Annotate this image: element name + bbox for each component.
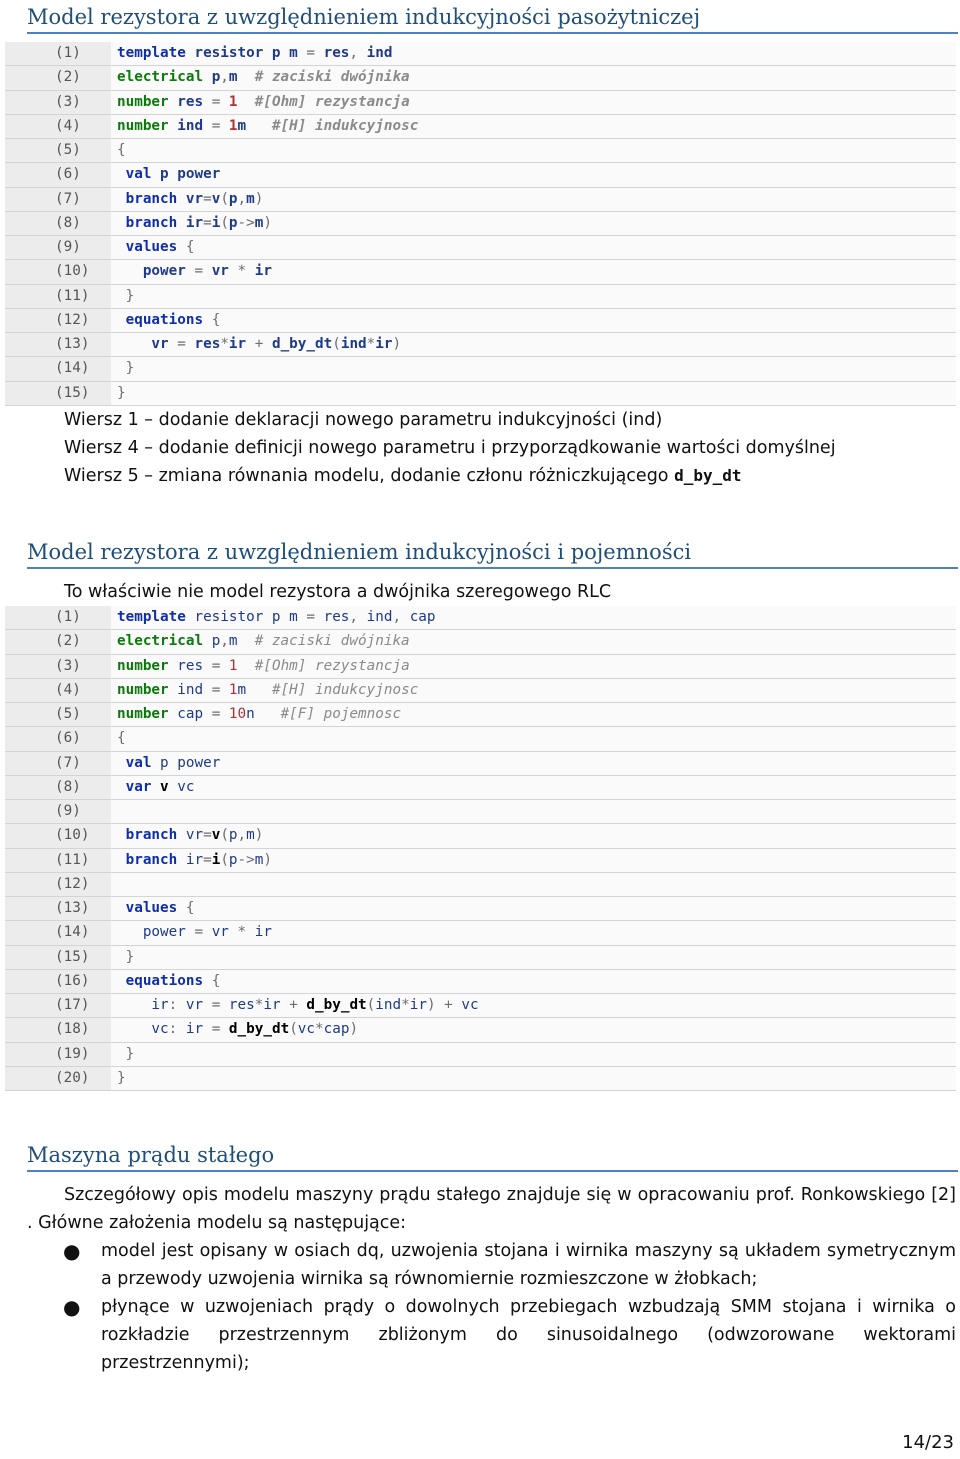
code-text: { bbox=[117, 730, 126, 747]
code-text: } bbox=[125, 1045, 135, 1062]
code-text: equations { bbox=[125, 972, 221, 989]
code-text: number res = 1 #[Ohm] rezystancja bbox=[117, 657, 410, 674]
code-text: template resistor p m = res, ind bbox=[117, 45, 393, 61]
code-line bbox=[5, 873, 956, 897]
code-line bbox=[5, 727, 956, 751]
code-text: val p power bbox=[125, 754, 221, 771]
line-number: (17) bbox=[5, 994, 111, 1017]
code-text: vc: ir = d_by_dt(vc*cap) bbox=[117, 1021, 359, 1038]
code-line bbox=[5, 236, 956, 260]
line-number: (20) bbox=[5, 1067, 111, 1090]
line-number: (10) bbox=[5, 824, 111, 847]
line-number: (19) bbox=[5, 1043, 111, 1066]
line-number: (14) bbox=[5, 921, 111, 944]
code-text: number ind = 1m #[H] indukcyjnosc bbox=[117, 117, 419, 134]
bullet-icon: ● bbox=[63, 1295, 81, 1319]
line-number: (9) bbox=[5, 800, 111, 823]
code-text: power = vr * ir bbox=[117, 263, 272, 280]
code-text bbox=[111, 800, 117, 823]
line-number: (13) bbox=[5, 333, 111, 356]
code-line bbox=[5, 188, 956, 212]
code-text: values { bbox=[125, 239, 195, 255]
code-line bbox=[5, 1067, 956, 1091]
line-number: (1) bbox=[5, 606, 111, 629]
code-text: } bbox=[117, 384, 126, 401]
code-line bbox=[5, 382, 956, 406]
code-line bbox=[5, 630, 956, 654]
line-number: (5) bbox=[5, 703, 111, 726]
code-line bbox=[5, 1018, 956, 1042]
code-text: var v vc bbox=[125, 778, 195, 795]
code-text: ir: vr = res*ir + d_by_dt(ind*ir) + vc bbox=[117, 997, 479, 1013]
code-line bbox=[5, 849, 956, 873]
line-number: (11) bbox=[5, 285, 111, 308]
code-line bbox=[5, 994, 956, 1018]
code-text: power = vr * ir bbox=[117, 924, 272, 941]
line-number: (9) bbox=[5, 236, 111, 259]
code-text bbox=[111, 873, 117, 896]
line-number: (14) bbox=[5, 357, 111, 380]
code-line bbox=[5, 1043, 956, 1067]
line-number: (11) bbox=[5, 849, 111, 872]
code-text: electrical p,m # zaciski dwójnika bbox=[117, 633, 410, 650]
line-number: (1) bbox=[5, 42, 111, 65]
code-line bbox=[5, 897, 956, 921]
code-line bbox=[5, 163, 956, 187]
line-number: (2) bbox=[5, 66, 111, 89]
line-number: (5) bbox=[5, 139, 111, 162]
code-text: branch vr=v(p,m) bbox=[125, 827, 264, 844]
code-line bbox=[5, 42, 956, 66]
section-heading-dc-machine: Maszyna prądu stałego bbox=[27, 1140, 958, 1172]
line-number: (8) bbox=[5, 776, 111, 799]
code-text: } bbox=[117, 1069, 126, 1086]
line-number: (8) bbox=[5, 212, 111, 235]
line-number: (2) bbox=[5, 630, 111, 653]
code-line bbox=[5, 212, 956, 236]
code-line bbox=[5, 800, 956, 824]
rlc-intro: To właściwie nie model rezystora a dwójnika szeregowego RLC bbox=[64, 582, 612, 602]
code-line bbox=[5, 115, 956, 139]
code-text: vr = res*ir + d_by_dt(ind*ir) bbox=[117, 336, 402, 352]
code-text: branch vr=v(p,m) bbox=[125, 190, 264, 207]
code-line bbox=[5, 703, 956, 727]
code-text: val p power bbox=[125, 166, 221, 183]
line-number: (6) bbox=[5, 163, 111, 186]
code-text: electrical p,m # zaciski dwójnika bbox=[117, 69, 410, 86]
code-line bbox=[5, 655, 956, 679]
line-number: (12) bbox=[5, 309, 111, 332]
code-line bbox=[5, 606, 956, 630]
code-line bbox=[5, 752, 956, 776]
line-number: (4) bbox=[5, 679, 111, 702]
line-number: (7) bbox=[5, 188, 111, 211]
code-line bbox=[5, 285, 956, 309]
page-number: 14/23 bbox=[902, 1432, 954, 1453]
code-line bbox=[5, 91, 956, 115]
code-text: number ind = 1m #[H] indukcyjnosc bbox=[117, 681, 419, 698]
line-number: (4) bbox=[5, 115, 111, 138]
code-text: branch ir=i(p->m) bbox=[125, 214, 272, 231]
code-line bbox=[5, 309, 956, 333]
section-heading-parasitic-inductance: Model rezystora z uwzględnieniem indukcyjności pasożytniczej bbox=[27, 2, 958, 34]
line-number: (10) bbox=[5, 260, 111, 283]
dc-machine-paragraph: Szczegółowy opis modelu maszyny prądu stałego znajduje się w opracowaniu prof. Ronkowskiego [2] . Główne założenia modelu są następujące: bbox=[27, 1185, 956, 1233]
code-line bbox=[5, 357, 956, 381]
note-line-5: Wiersz 5 – zmiana równania modelu, dodanie członu różniczkującego d_by_dt bbox=[64, 466, 742, 486]
line-number: (15) bbox=[5, 946, 111, 969]
code-line bbox=[5, 970, 956, 994]
line-number: (18) bbox=[5, 1018, 111, 1041]
code-line bbox=[5, 679, 956, 703]
line-number: (6) bbox=[5, 727, 111, 750]
bullet-item-1: ● model jest opisany w osiach dq, uzwojenia stojana i wirnika maszyny są układem symetrycznym a przewody uzwojenia wirnika są równomiernie rozmieszczone w żłobkach; bbox=[63, 1239, 956, 1289]
code-text: number res = 1 #[Ohm] rezystancja bbox=[117, 93, 410, 110]
note-line-1: Wiersz 1 – dodanie deklaracji nowego parametru indukcyjności (ind) bbox=[64, 410, 663, 430]
line-number: (3) bbox=[5, 655, 111, 678]
code-line bbox=[5, 139, 956, 163]
bullet-icon: ● bbox=[63, 1239, 81, 1263]
code-text: } bbox=[125, 287, 135, 304]
code-line bbox=[5, 66, 956, 90]
line-number: (15) bbox=[5, 382, 111, 405]
code-block-resistor-l bbox=[5, 42, 956, 406]
code-line bbox=[5, 921, 956, 945]
line-number: (7) bbox=[5, 752, 111, 775]
code-text: template resistor p m = res, ind, cap bbox=[117, 609, 436, 625]
code-text: values { bbox=[125, 900, 195, 916]
line-number: (13) bbox=[5, 897, 111, 920]
code-text: equations { bbox=[125, 311, 221, 328]
bullet-item-2: ● płynące w uzwojeniach prądy o dowolnych przebiegach wzbudzają SMM stojana i wirnika o rozkładzie przestrzennym zbliżonym do sinusoidalnego (odwzorowane wektorami przestrzennymi); bbox=[63, 1295, 956, 1373]
code-text: } bbox=[125, 948, 135, 965]
code-line bbox=[5, 946, 956, 970]
code-line bbox=[5, 333, 956, 357]
note-line-4: Wiersz 4 – dodanie definicji nowego parametru i przyporządkowanie wartości domyślnej bbox=[64, 438, 836, 458]
code-line bbox=[5, 260, 956, 284]
code-block-resistor-rlc bbox=[5, 606, 956, 1091]
code-text: { bbox=[117, 142, 126, 158]
code-text: branch ir=i(p->m) bbox=[125, 851, 272, 868]
code-text: number cap = 10n #[F] pojemnosc bbox=[117, 706, 402, 722]
code-line bbox=[5, 824, 956, 848]
code-text: } bbox=[125, 360, 135, 377]
code-line bbox=[5, 776, 956, 800]
section-heading-rlc: Model rezystora z uwzględnieniem indukcyjności i pojemności bbox=[27, 537, 958, 569]
line-number: (12) bbox=[5, 873, 111, 896]
line-number: (16) bbox=[5, 970, 111, 993]
line-number: (3) bbox=[5, 91, 111, 114]
